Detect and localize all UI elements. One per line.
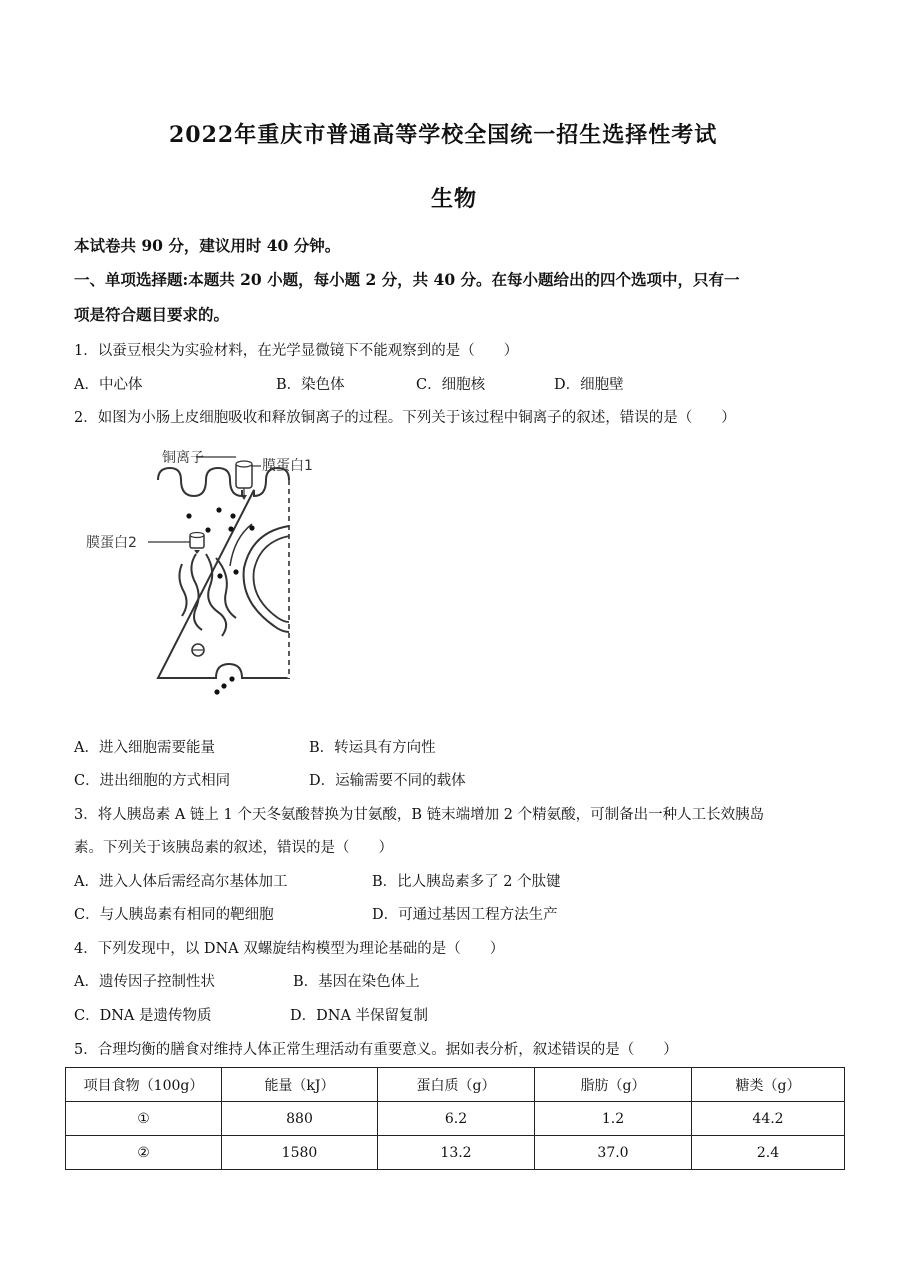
question-4-option-d[interactable]: D．DNA 半保留复制 <box>290 1008 429 1024</box>
question-2-option-b[interactable]: B．转运具有方向性 <box>309 740 436 756</box>
table-cell: 2.4 <box>692 1136 845 1170</box>
question-1-option-d[interactable]: D．细胞壁 <box>554 377 624 393</box>
exam-title: 2022年重庆市普通高等学校全国统一招生选择性考试 <box>169 122 718 148</box>
question-1-option-c[interactable]: C．细胞核 <box>416 377 486 393</box>
question-1-stem: 1．以蚕豆根尖为实验材料，在光学显微镜下不能观察到的是（ ） <box>74 343 519 359</box>
table-cell: 44.2 <box>692 1102 845 1136</box>
question-4-option-b[interactable]: B．基因在染色体上 <box>293 974 420 990</box>
table-cell: 1580 <box>222 1136 378 1170</box>
question-4-option-a[interactable]: A．遗传因子控制性状 <box>74 974 215 990</box>
table-header-cell: 脂肪（g） <box>535 1068 692 1102</box>
question-4-option-c[interactable]: C．DNA 是遗传物质 <box>74 1008 212 1024</box>
question-1-option-a[interactable]: A．中心体 <box>74 377 143 393</box>
section-heading-line2: 项是符合题目要求的。 <box>74 305 230 324</box>
figure-label-membrane-protein-2: 膜蛋白2 <box>86 535 137 551</box>
question-3-stem-line1: 3．将人胰岛素 A 链上 1 个天冬氨酸替换为甘氨酸，B 链末端增加 2 个精氨酸，可制备出一种人工长效胰岛 <box>74 807 765 823</box>
exam-intro: 本试卷共 90 分，建议用时 40 分钟。 <box>74 236 341 255</box>
table-row <box>66 1136 845 1170</box>
question-3-option-a[interactable]: A．进入人体后需经高尔基体加工 <box>74 874 288 890</box>
question-4-stem: 4．下列发现中，以 DNA 双螺旋结构模型为理论基础的是（ ） <box>74 941 505 957</box>
table-cell: 37.0 <box>535 1136 692 1170</box>
table-cell: 880 <box>222 1102 378 1136</box>
cell-diagram <box>84 446 344 706</box>
question-5-stem: 5．合理均衡的膳食对维持人体正常生理活动有重要意义。据如表分析，叙述错误的是（ ） <box>74 1042 678 1058</box>
table-cell: 13.2 <box>378 1136 535 1170</box>
section-heading-line1: 一、单项选择题:本题共 20 小题，每小题 2 分，共 40 分。在每小题给出的四个选项中，只有一 <box>74 270 740 289</box>
figure-label-membrane-protein-1: 膜蛋白1 <box>262 458 313 474</box>
table-row <box>66 1102 845 1136</box>
question-3-option-d[interactable]: D．可通过基因工程方法生产 <box>372 907 558 923</box>
question-2-option-a[interactable]: A．进入细胞需要能量 <box>74 740 215 756</box>
question-3-option-b[interactable]: B．比人胰岛素多了 2 个肽键 <box>372 874 561 890</box>
table-cell: ① <box>66 1102 222 1136</box>
table-header-cell: 项目食物（100g） <box>66 1068 222 1102</box>
question-1-option-b[interactable]: B．染色体 <box>276 377 345 393</box>
table-cell: ② <box>66 1136 222 1170</box>
question-2-option-d[interactable]: D．运输需要不同的载体 <box>309 773 466 789</box>
table-cell: 1.2 <box>535 1102 692 1136</box>
table-header-row <box>66 1068 845 1102</box>
table-header-cell: 糖类（g） <box>692 1068 845 1102</box>
table-header-cell: 蛋白质（g） <box>378 1068 535 1102</box>
table-cell: 6.2 <box>378 1102 535 1136</box>
figure-label-copper-ion: 铜离子 <box>162 450 204 466</box>
question-2-stem: 2．如图为小肠上皮细胞吸收和释放铜离子的过程。下列关于该过程中铜离子的叙述，错误的是（ ） <box>74 410 736 426</box>
question-3-option-c[interactable]: C．与人胰岛素有相同的靶细胞 <box>74 907 274 923</box>
table-header-cell: 能量（kJ） <box>222 1068 378 1102</box>
question-3-stem-line2: 素。下列关于该胰岛素的叙述，错误的是（ ） <box>74 840 393 856</box>
nutrition-table <box>65 1067 845 1170</box>
subject-title: 生物 <box>431 186 478 212</box>
question-2-option-c[interactable]: C．进出细胞的方式相同 <box>74 773 231 789</box>
